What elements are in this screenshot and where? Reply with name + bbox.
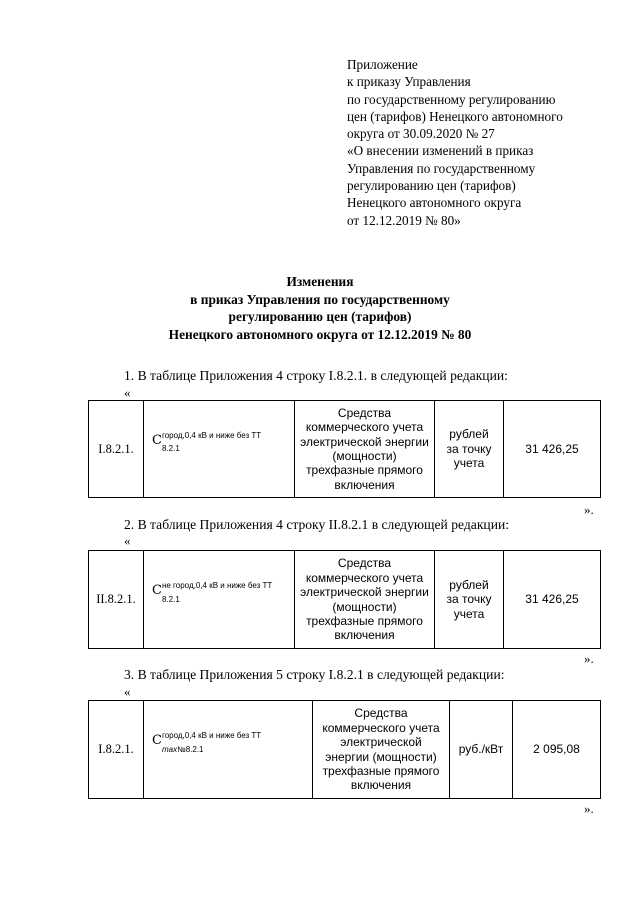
row-code: II.8.2.1. xyxy=(89,551,144,649)
appendix-line: от 12.12.2019 № 80» xyxy=(347,212,461,228)
appendix-line: «О внесении изменений в приказ xyxy=(347,143,534,159)
row-symbol: $C^{не город,0,4 кВ и ниже без ТТ}$ $^{8.2.1}$ xyxy=(144,551,295,649)
section-2-text: 2. В таблице Приложения 4 строку II.8.2.1 в следующей редакции: xyxy=(124,517,510,532)
title-line: регулированию цен (тарифов) xyxy=(228,309,412,325)
document-title xyxy=(0,273,640,343)
section-1-open-quote: « xyxy=(124,385,131,400)
row-symbol: $C^{город,0,4 кВ и ниже без ТТ}$ $^{8.2.1}$ xyxy=(144,401,295,498)
section-3-table xyxy=(88,700,601,799)
appendix-line: Управления по государственному xyxy=(347,160,536,176)
section-3-text: 3. В таблице Приложения 5 строку I.8.2.1 в следующей редакции: xyxy=(124,667,505,682)
appendix-line: Приложение xyxy=(347,57,418,72)
section-3-open-quote: « xyxy=(124,684,131,699)
appendix-line: регулированию цен (тарифов) xyxy=(347,178,516,194)
row-unit: руб./кВт xyxy=(450,701,513,799)
row-description: Средства коммерческого учета электрической энергии (мощности) трехфазные прямого включения xyxy=(295,551,435,649)
title-line: Ненецкого автономного округа от 12.12.2019 № 80 xyxy=(168,326,472,342)
row-value: 2 095,08 xyxy=(513,701,601,799)
row-unit: рублей за точку учета xyxy=(435,401,504,498)
section-1-table xyxy=(88,400,601,498)
appendix-header xyxy=(347,56,627,229)
section-3-close-quote: ». xyxy=(584,801,594,816)
row-value: 31 426,25 xyxy=(504,401,601,498)
row-unit: рублей за точку учета xyxy=(435,551,504,649)
table-row xyxy=(89,401,601,498)
row-value: 31 426,25 xyxy=(504,551,601,649)
title-line: Изменения xyxy=(286,274,354,289)
row-description: Средства коммерческого учета электрической энергии (мощности) трехфазные прямого включения xyxy=(295,401,435,498)
table-row xyxy=(89,701,601,799)
section-1-close-quote: ». xyxy=(584,502,594,517)
section-2-open-quote: « xyxy=(124,533,131,548)
section-1-text: 1. В таблице Приложения 4 строку I.8.2.1. в следующей редакции: xyxy=(124,368,508,383)
row-description: Средства коммерческого учета электрической энергии (мощности) трехфазные прямого включения xyxy=(313,701,450,799)
appendix-line: по государственному регулированию xyxy=(347,91,556,107)
appendix-line: округа от 30.09.2020 № 27 xyxy=(347,126,495,142)
section-2-table xyxy=(88,550,601,649)
row-symbol: $C^{город,0,4 кВ и ниже без ТТ}$ $^{max№8.2.1}$ xyxy=(144,701,313,799)
section-2-close-quote: ». xyxy=(584,651,594,666)
row-code: I.8.2.1. xyxy=(89,701,144,799)
table-row xyxy=(89,551,601,649)
row-code: I.8.2.1. xyxy=(89,401,144,498)
appendix-line: к приказу Управления xyxy=(347,74,471,90)
appendix-line: Ненецкого автономного округа xyxy=(347,195,522,211)
appendix-line: цен (тарифов) Ненецкого автономного xyxy=(347,108,563,124)
title-line: в приказ Управления по государственному xyxy=(190,291,450,307)
